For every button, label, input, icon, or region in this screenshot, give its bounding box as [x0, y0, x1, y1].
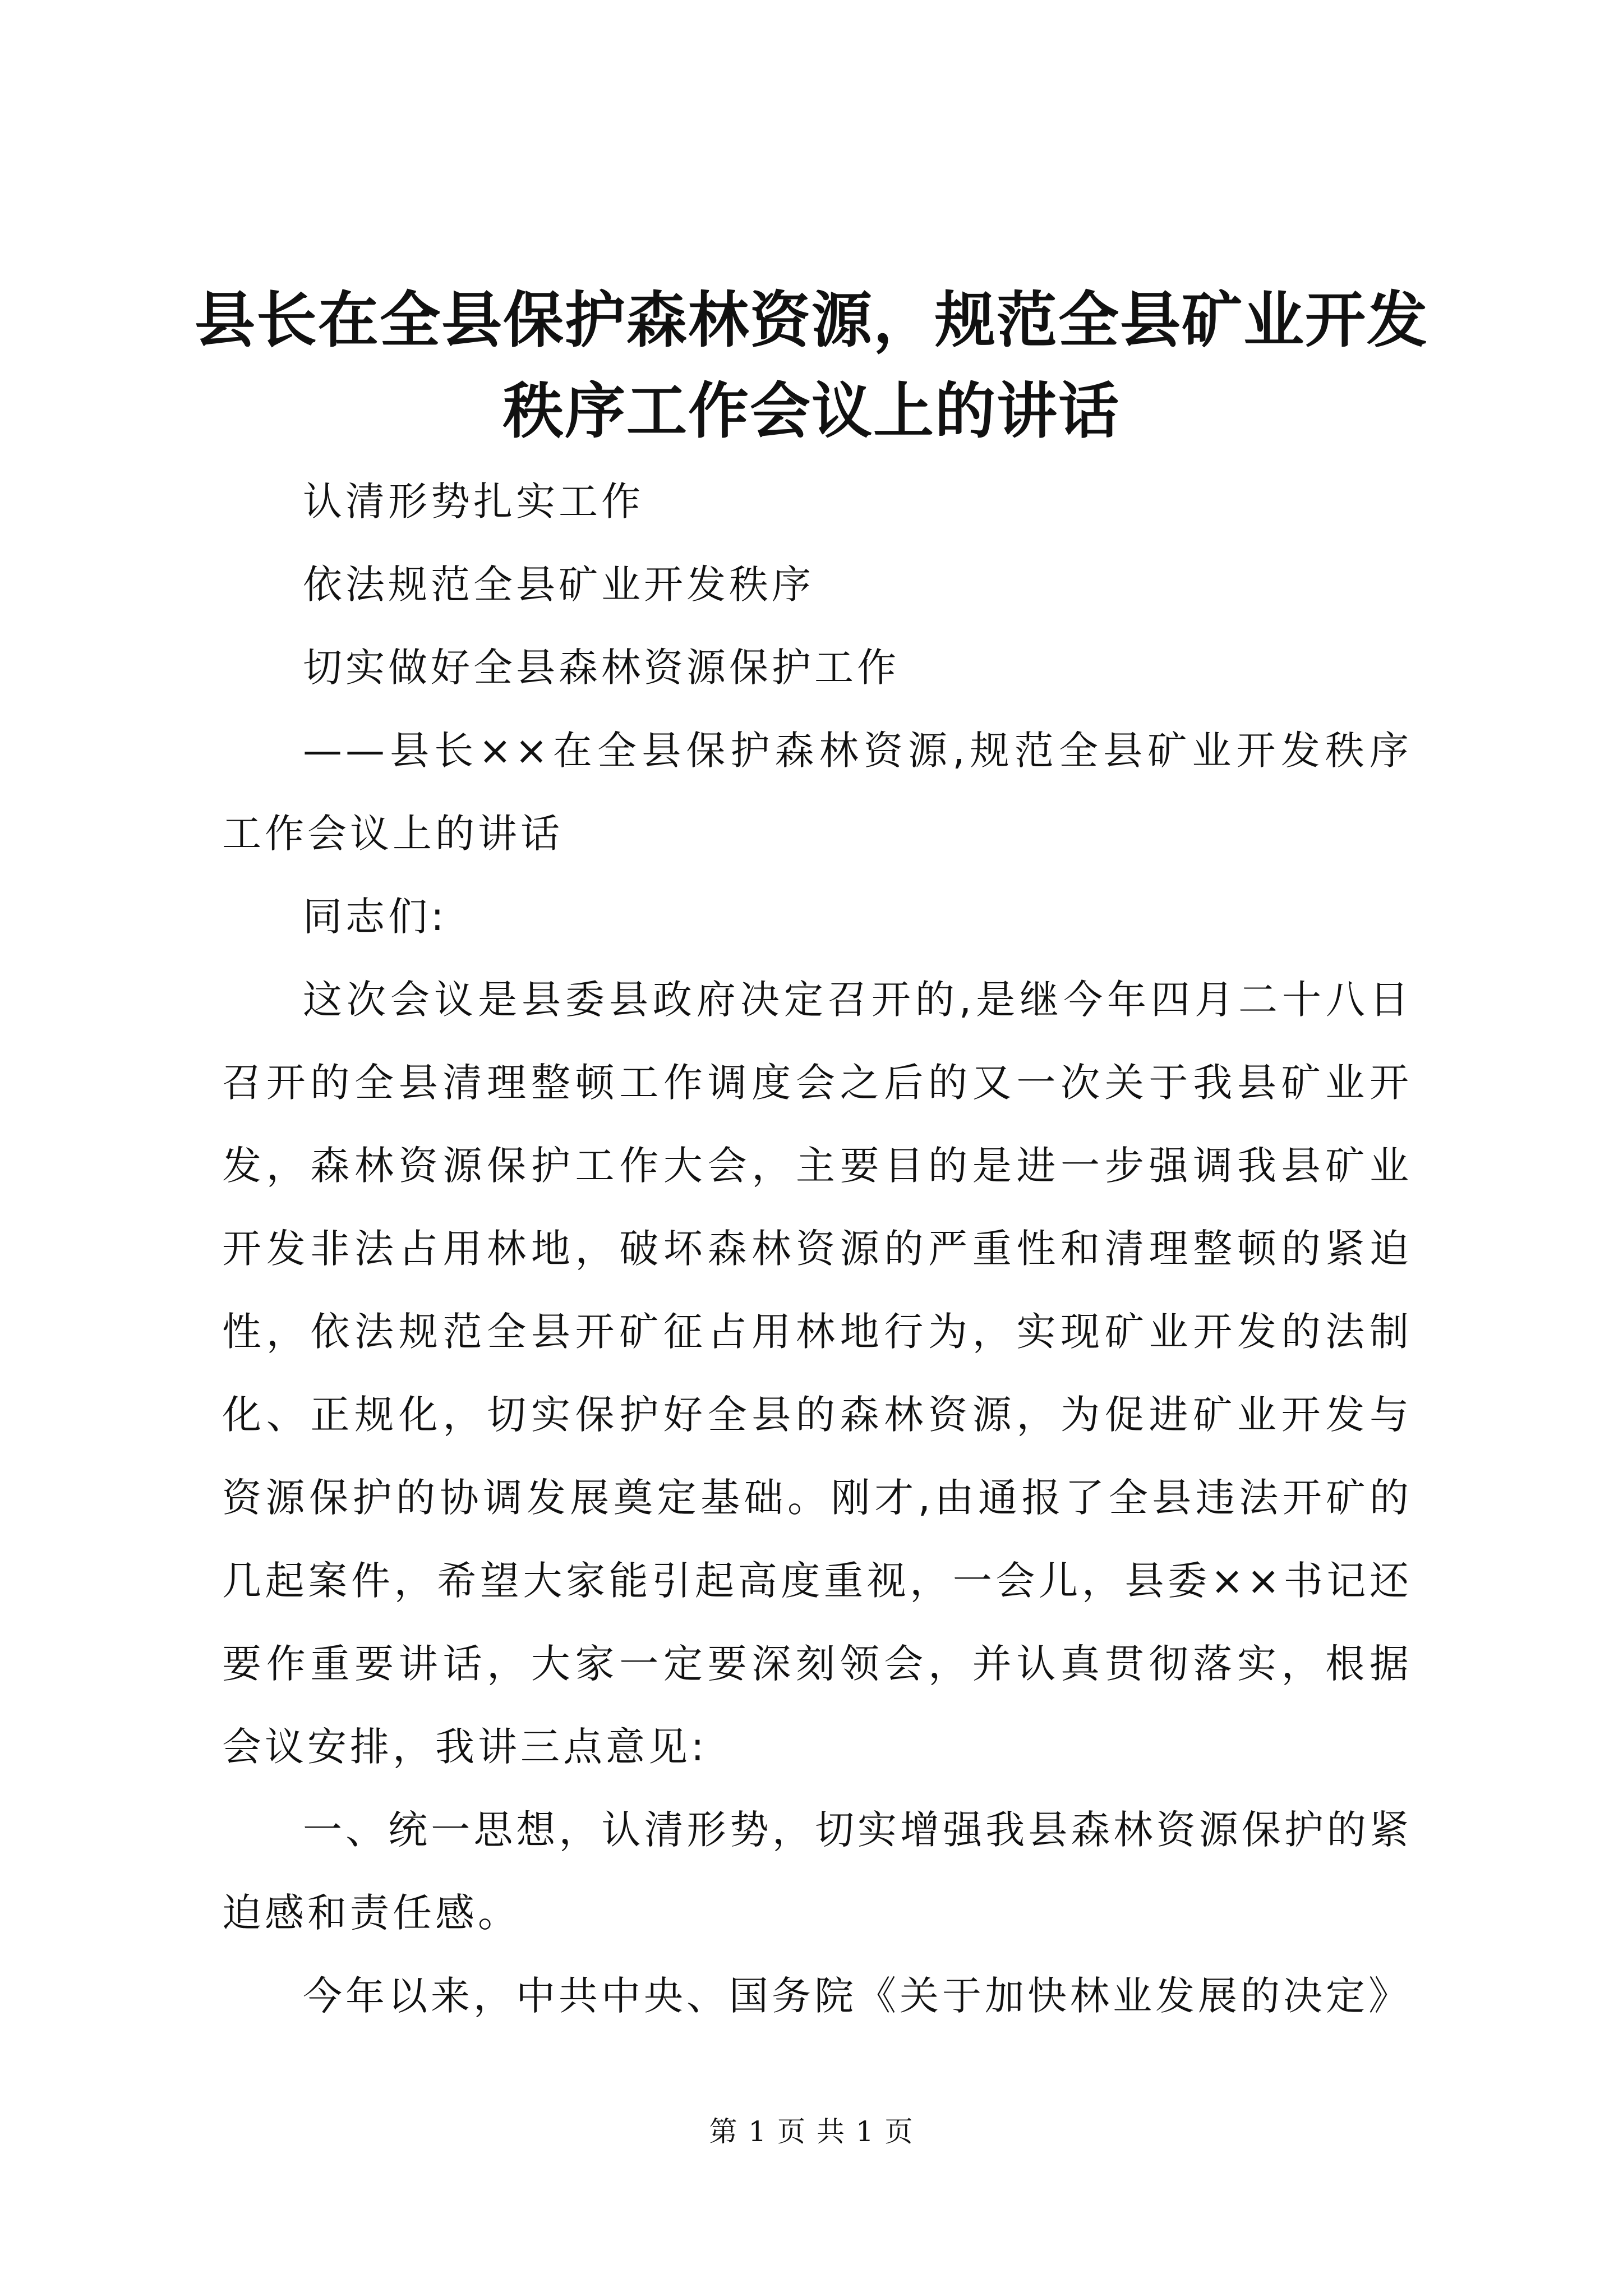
subtitle-line-2: 依法规范全县矿业开发秩序 [303, 562, 814, 608]
salutation: 同志们: [303, 894, 448, 940]
section-heading: 一、统一思想，认清形势，切实增强我县森林资源保护的紧迫感和责任感。 [222, 1807, 1412, 1936]
page-number-footer: 第 1 页 共 1 页 [709, 2115, 914, 2148]
document-title [191, 275, 1432, 457]
title-line-1: 县长在全县保护森林资源，规范全县矿业开发 [194, 285, 1428, 356]
title-line-2: 秩序工作会议上的讲话 [502, 376, 1120, 447]
document-body [222, 460, 1412, 2037]
subtitle-line-3: 切实做好全县森林资源保护工作 [303, 645, 900, 691]
subtitle-line-1: 认清形势扎实工作 [303, 478, 644, 524]
body-paragraph: 今年以来，中共中央、国务院《关于加快林业发展的决定》 [303, 1973, 1411, 2019]
speaker-attribution: ——县长××在全县保护森林资源,规范全县矿业开发秩序工作会议上的讲话 [222, 728, 1412, 857]
body-paragraph: 这次会议是县委县政府决定召开的,是继今年四月二十八日召开的全县清理整顿工作调度会之后的又一次关于我县矿业开发，森林资源保护工作大会，主要目的是进一步强调我县矿业开发非法占用林地，破坏森林资源的严重性和清理整顿的紧迫性，依法规范全县开矿征占用林地行为，实现矿业开发的法制化、正规化，切实保护好全县的森林资源，为促进矿业开发与资源保护的协调发展奠定基础。刚才,由通报了全县违法开矿的几起案件，希望大家能引起高度重视，一会儿，县委××书记还要作重要讲话，大家一定要深刻领会，并认真贯彻落实，根据会议安排，我讲三点意见: [222, 977, 1412, 1770]
